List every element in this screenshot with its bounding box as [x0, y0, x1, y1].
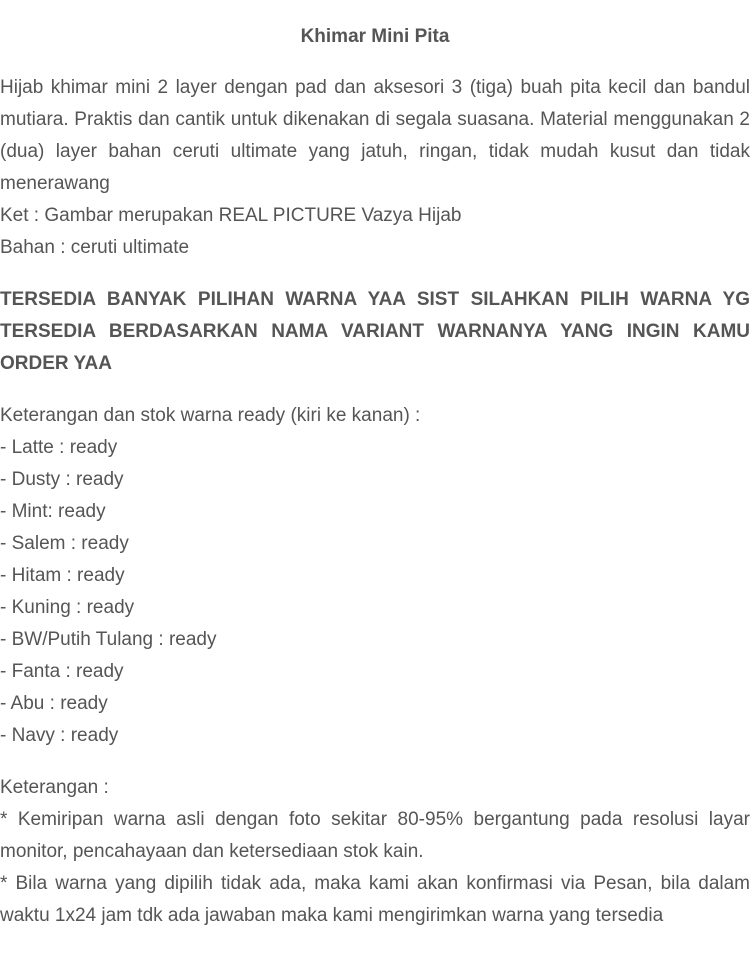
stock-heading: Keterangan dan stok warna ready (kiri ke kanan) :: [0, 405, 421, 426]
stock-item-mint: - Mint: ready: [0, 501, 106, 522]
stock-item-navy: - Navy : ready: [0, 725, 119, 746]
color-choice-notice: TERSEDIA BANYAK PILIHAN WARNA YAA SIST SILAHKAN PILIH WARNA YG TERSEDIA BERDASARKAN NAMA VARIANT WARNANYA YANG INGIN KAMU ORDER YAA: [0, 289, 750, 374]
stock-item-hitam: - Hitam : ready: [0, 565, 125, 586]
note-color-accuracy: * Kemiripan warna asli dengan foto sekitar 80-95% bergantung pada resolusi layar monitor, pencahayaan dan ketersediaan stok kain.: [0, 809, 750, 862]
stock-item-dusty: - Dusty : ready: [0, 469, 124, 490]
description-paragraph: Hijab khimar mini 2 layer dengan pad dan aksesori 3 (tiga) buah pita kecil dan bandul mutiara. Praktis dan cantik untuk dikenakan di segala suasana. Material menggunakan 2 (dua) layer bahan ceruti ultimate yang jatuh, ringan, tidak mudah kusut dan tidak menerawang: [0, 77, 750, 194]
description-ket: Ket : Gambar merupakan REAL PICTURE Vazya Hijab: [0, 205, 462, 226]
notes-block: [0, 772, 750, 932]
product-description-page: [0, 21, 750, 962]
description-bahan: Bahan : ceruti ultimate: [0, 237, 190, 258]
description-block: [0, 72, 750, 264]
stock-item-abu: - Abu : ready: [0, 693, 108, 714]
stock-block: [0, 400, 750, 752]
stock-item-bw-putih-tulang: - BW/Putih Tulang : ready: [0, 629, 217, 650]
note-unavailable-color: * Bila warna yang dipilih tidak ada, maka kami akan konfirmasi via Pesan, bila dalam waktu 1x24 jam tdk ada jawaban maka kami mengirimkan warna yang tersedia: [0, 873, 750, 926]
notice-block: [0, 284, 750, 380]
stock-item-latte: - Latte : ready: [0, 437, 118, 458]
product-title: Khimar Mini Pita: [300, 26, 450, 47]
stock-item-fanta: - Fanta : ready: [0, 661, 124, 682]
stock-item-salem: - Salem : ready: [0, 533, 129, 554]
notes-heading: Keterangan :: [0, 777, 109, 798]
stock-item-kuning: - Kuning : ready: [0, 597, 135, 618]
